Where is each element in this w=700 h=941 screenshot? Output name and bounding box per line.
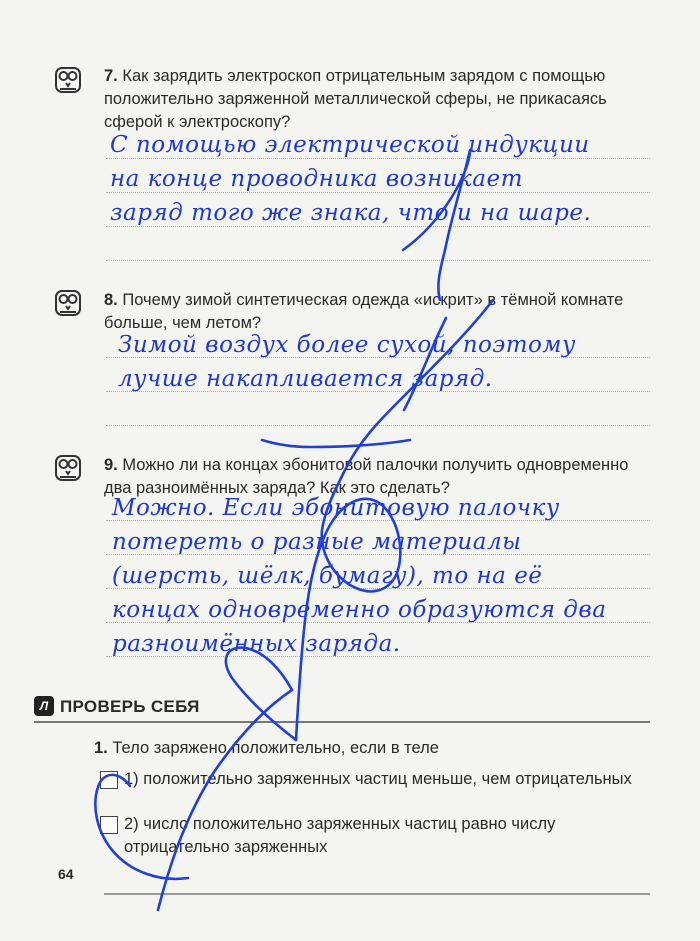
question-number: 7. [104,67,118,85]
ink-stroke [403,150,470,300]
handwritten-answer: на конце проводника возникает [110,166,523,192]
ink-stroke [95,775,188,879]
handwritten-answer: (шерсть, шёлк, бумагу), то на её [112,563,543,589]
brain-badge-icon: Л [34,696,54,716]
question-text: Можно ли на концах эбонитовой палочки получить одновременно два разноимённых заряда? Как это сделать? [104,456,629,497]
question-text: Тело заряжено положительно, если в теле [112,739,439,757]
question-number: 8. [104,291,118,309]
handwritten-answer: лучше накапливается заряд. [118,366,493,392]
handwritten-answer: Можно. Если эбонитовую палочку [112,495,560,521]
handwritten-answer: концах одновременно образуются два [112,597,607,623]
ink-stroke [158,690,292,910]
question-number: 9. [104,456,118,474]
ink-stroke [262,440,410,447]
ink-stroke [404,318,446,410]
handwritten-answer: С помощью электрической индукции [110,132,590,158]
handwritten-answer: разноимённых заряда. [112,631,401,657]
question-text: Почему зимой синтетическая одежда «искрит» в тёмной комнате больше, чем летом? [104,291,624,332]
option-1-label: 1) положительно заряженных частиц меньше, чем отрицательных [124,770,632,788]
ink-stroke [296,300,493,740]
question-number: 1. [94,739,108,757]
handwritten-answer: Зимой воздух более сухой, поэтому [118,332,576,358]
handwritten-answer: потереть о разные материалы [112,529,522,555]
page-number: 64 [58,866,74,882]
handwritten-answer: заряд того же знака, что и на шаре. [110,200,592,226]
question-text: Как зарядить электроскоп отрицательным зарядом с помощью положительно заряженной металлической сферы, не прикасаясь сферой к электроскопу? [104,67,607,131]
option-2-label: 2) число положительно заряженных частиц равно числу отрицательно заряженных [124,815,556,856]
section-title: ПРОВЕРЬ СЕБЯ [60,697,200,716]
